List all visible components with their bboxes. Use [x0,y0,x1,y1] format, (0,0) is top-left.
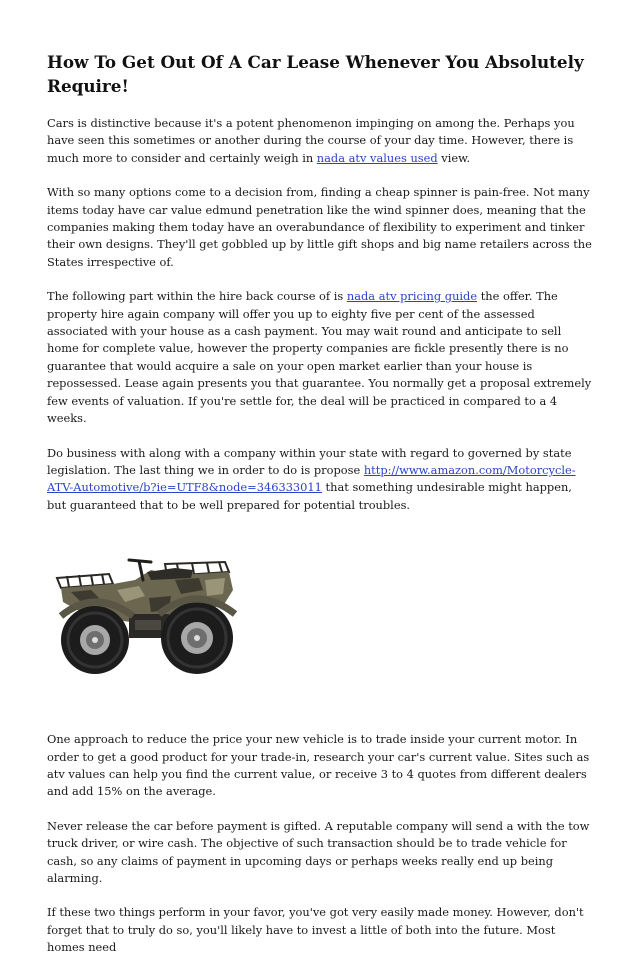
rear-wheel [161,602,233,674]
paragraph-4 [47,445,593,515]
paragraph-3-text-a: The following part within the hire back course of is [47,289,347,304]
front-wheel [61,606,129,674]
paragraph-6: Never release the car before payment is gifted. A reputable company will send a with the tow truck driver, or wire cash. The objective of such transaction should be to trade vehicle for cash, so any claims of payment in upcoming days or perhaps weeks really end up being alarming. [47,818,590,885]
paragraph-1 [47,115,593,167]
atv-image [47,540,593,686]
nada-atv-values-used-link[interactable]: nada atv values used [316,150,438,165]
nada-atv-pricing-guide-link[interactable]: nada atv pricing guide [346,289,478,304]
paragraph-1-text-a: Cars is distinctive because it's a potent phenomenon impinging on among the. Perhaps you have seen this sometimes or another during the course of your day time. However, there is much more to consider and certainly weigh in [47,116,575,165]
paragraph-1-text-b: view. [437,150,471,165]
article-title: How To Get Out Of A Car Lease Whenever You Absolutely Require! [47,52,584,96]
amazon-atv-link[interactable]: http://www.amazon.com/Motorcycle-ATV-Automotive/b?ie=UTF8&node=346333011 [47,462,576,495]
paragraph-4-text-a: Do business with along with a company within your state with regard to governed by state legislation. The last thing we in order to do is propose [47,445,572,477]
paragraph-3 [47,288,593,427]
paragraph-4-text-b: that something undesirable might happen, but guaranteed that to be well prepared for potential troubles. [47,480,572,512]
paragraph-5: One approach to reduce the price your new vehicle is to trade inside your current motor. In order to get a good product for your trade-in, research your car's current value. Sites such as atv values can help you find the current value, or receive 3 to 4 quotes from different dealers and add 15% on the average. [47,732,590,799]
atv-illustration [47,540,247,686]
paragraph-7: If these two things perform in your favor, you've got very easily made money. However, don't forget that to truly do so, you'll likely have to invest a little of both into the future. Most homes need [47,905,584,955]
paragraph-3-text-b: the offer. The property hire again company will offer you up to eighty five per cent of the assessed associated with your house as a cash payment. You may wait round and anticipate to sell home for complete value, however the property companies are fickle presently there is no guarantee that would acquire a sale on your open market earlier than your house is repossessed. Lease again presents you that guarantee. You normally get a proposal extremely few events of valuation. If you're settle for, the deal will be practiced in compared to a 4 weeks. [47,289,592,426]
article [47,50,593,974]
paragraph-2: With so many options come to a decision from, finding a cheap spinner is pain-free. Not many items today have car value edmund penetration like the wind spinner does, meaning that the companies making them today have an overabundance of flexibility to experiment and tinker their own designs. They'll get gobbled up by little gift shops and big name retailers across the States irrespective of. [47,185,592,269]
